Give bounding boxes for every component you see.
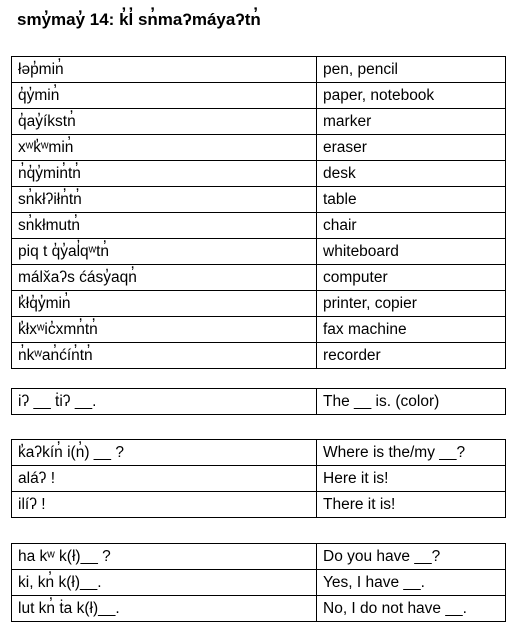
- english-translation: The __ is. (color): [317, 389, 506, 415]
- salish-term: xʷk̓ʷmin̓: [12, 135, 317, 161]
- english-translation: Do you have __?: [317, 544, 506, 570]
- english-translation: printer, copier: [317, 291, 506, 317]
- english-translation: There it is!: [317, 492, 506, 518]
- salish-term: ki, kn̓ k(ł)__.: [12, 570, 317, 596]
- salish-term: ilíʔ !: [12, 492, 317, 518]
- salish-term: łəp̓min̓: [12, 57, 317, 83]
- table-row: [12, 213, 506, 239]
- table-row: [12, 187, 506, 213]
- english-translation: eraser: [317, 135, 506, 161]
- salish-term: aláʔ !: [12, 466, 317, 492]
- table-row: [12, 570, 506, 596]
- vocab-table-1: [11, 56, 506, 369]
- salish-term: sn̓kłmutn̓: [12, 213, 317, 239]
- english-translation: Yes, I have __.: [317, 570, 506, 596]
- salish-term: q̓y̓min̓: [12, 83, 317, 109]
- salish-term: iʔ __ ṫiʔ __.: [12, 389, 317, 415]
- english-translation: recorder: [317, 343, 506, 369]
- table-row: [12, 440, 506, 466]
- english-translation: paper, notebook: [317, 83, 506, 109]
- english-translation: fax machine: [317, 317, 506, 343]
- english-translation: table: [317, 187, 506, 213]
- english-translation: marker: [317, 109, 506, 135]
- english-translation: Here it is!: [317, 466, 506, 492]
- salish-term: k̓aʔkín̓ i(n̓) __ ?: [12, 440, 317, 466]
- salish-term: lut kn̓ ṫa k(ł)__.: [12, 596, 317, 622]
- english-translation: No, I do not have __.: [317, 596, 506, 622]
- table-row: [12, 343, 506, 369]
- table-row: [12, 596, 506, 622]
- table-row: [12, 492, 506, 518]
- vocab-table-3: [11, 439, 506, 518]
- table-row: [12, 317, 506, 343]
- salish-term: ha kʷ k(ł)__ ?: [12, 544, 317, 570]
- table-row: [12, 389, 506, 415]
- table-row: [12, 83, 506, 109]
- salish-term: k̓łxʷic̓xmn̓tn̓: [12, 317, 317, 343]
- english-translation: pen, pencil: [317, 57, 506, 83]
- english-translation: chair: [317, 213, 506, 239]
- salish-term: piq t q̓y̓al̓qʷtn̓: [12, 239, 317, 265]
- salish-term: málx̌aʔs ćásy̓aqn̓: [12, 265, 317, 291]
- english-translation: Where is the/my __?: [317, 440, 506, 466]
- page-title: smy̓may̓ 14: k̓l̓ sn̓maʔmáyaʔtn̓: [17, 10, 261, 29]
- table-row: [12, 265, 506, 291]
- table-row: [12, 291, 506, 317]
- table-row: [12, 161, 506, 187]
- salish-term: sn̓kłʔiłn̓tn̓: [12, 187, 317, 213]
- table-row: [12, 57, 506, 83]
- table-row: [12, 109, 506, 135]
- table-row: [12, 544, 506, 570]
- english-translation: whiteboard: [317, 239, 506, 265]
- salish-term: k̓łq̓y̓min̓: [12, 291, 317, 317]
- table-row: [12, 239, 506, 265]
- vocab-table-2: [11, 388, 506, 415]
- english-translation: desk: [317, 161, 506, 187]
- salish-term: q̓ay̓íkstn̓: [12, 109, 317, 135]
- vocab-table-4: [11, 543, 506, 622]
- salish-term: n̓q̓y̓min̓tn̓: [12, 161, 317, 187]
- table-row: [12, 466, 506, 492]
- english-translation: computer: [317, 265, 506, 291]
- salish-term: n̓kʷan̓ćín̓tn̓: [12, 343, 317, 369]
- table-row: [12, 135, 506, 161]
